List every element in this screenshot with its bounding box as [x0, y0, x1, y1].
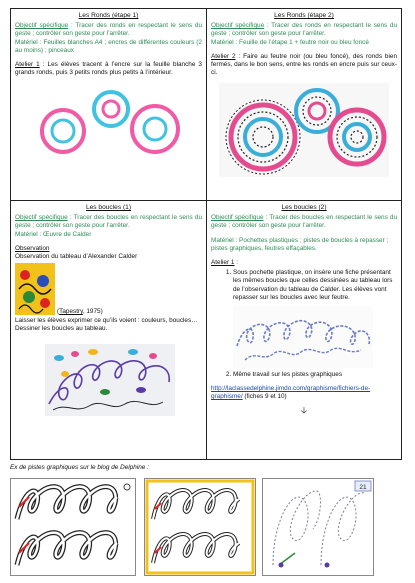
discussion-text: Laisser les élèves exprimer ce qu’ils voient : couleurs, boucles…	[15, 317, 198, 325]
cell-ronds-etape-2	[207, 9, 401, 201]
objectif-text: : Tracer des ronds en respectant le sens du geste ; contrôler son geste pour l’arrêter.	[211, 22, 398, 38]
atelier-label: Atelier 1	[211, 259, 235, 267]
objectif-label: Objectif spécifique	[15, 22, 69, 30]
cell-title: Les boucles (1)	[85, 204, 132, 211]
cell-title: Les Ronds (étape 1)	[78, 12, 139, 19]
objectif-text: : Tracer des ronds en respectant le sens du geste ; contrôler son geste pour l’arrêter.	[15, 22, 203, 38]
observation-heading: Observation	[15, 244, 50, 252]
calder-row	[15, 263, 202, 317]
step-2-text: Même travail sur les pistes graphiques	[233, 371, 343, 379]
link-suffix: (fiches 9 et 10)	[242, 393, 287, 401]
atelier	[211, 53, 397, 78]
observation-text: Observation du tableau d’Alexander Calder	[15, 253, 138, 261]
atelier-label: Atelier 1	[15, 61, 40, 69]
atelier-label: Atelier 2	[211, 52, 236, 60]
loops-track-image	[233, 306, 373, 368]
atelier-text: : Les élèves tracent à l’encre sur la feuille blanche 3 grands ronds, puis 3 petits ronds plus petits à l’intérieur.	[15, 61, 202, 77]
materiel: Matériel : Œuvre de Calder	[15, 230, 92, 238]
materiel: Matériel : Pochettes plastiques ; pistes de boucles à repasser ; pistes graphiques, feutres effaçables.	[211, 236, 389, 252]
cell-boucles-1	[11, 201, 207, 459]
objectif	[15, 22, 202, 38]
decorated-circles-image	[211, 81, 397, 179]
ink-circles-image	[15, 81, 201, 181]
down-arrow-icon: 🡣	[300, 404, 308, 415]
objectif-text: : Tracer des boucles en respectant le sens du geste ; contrôler son geste pour l’arrêter.	[15, 214, 202, 230]
step-1	[233, 269, 397, 368]
board-text: Dessiner les boucles au tableau.	[15, 325, 108, 333]
tapestry-label: Tapestry	[59, 308, 83, 316]
cell-boucles-2	[207, 201, 401, 459]
step-2	[233, 371, 397, 379]
track-example-1-image	[10, 478, 136, 576]
atelier	[15, 61, 202, 77]
cell-title: Les Ronds (étape 2)	[274, 12, 334, 19]
loops-drawing-image	[45, 344, 175, 416]
blog-link[interactable]: http://laclassedelphine.jimdo.com/graphisme/fichiers-de-graphisme/	[211, 385, 371, 401]
objectif	[15, 214, 202, 230]
lesson-grid	[10, 8, 402, 460]
tapestry-open: (	[57, 308, 60, 316]
track-example-2-image	[144, 478, 256, 576]
materiel: Matériel : Feuilles blanches A4 ; encres de différentes couleurs (2 au moins) ; pinceaux	[15, 38, 202, 54]
document-page	[10, 8, 402, 460]
cell-title: Les boucles (2)	[281, 204, 327, 211]
resource-link-line	[211, 385, 397, 401]
objectif-label: Objectif spécifique	[211, 214, 264, 222]
objectif	[211, 214, 397, 230]
cell-ronds-etape-1	[11, 9, 207, 201]
objectif-text: : Tracer des boucles en respectant le sens du geste ; contrôler son geste pour l’arrêter.	[211, 214, 398, 230]
atelier-text: : Faire au feutre noir (ou bleu foncé), des ronds bien fermés, dans le bon sens, entre les ronds en encre puis sur ceux-ci.	[211, 52, 397, 77]
tapestry-caption	[57, 308, 103, 316]
atelier-colon: :	[234, 259, 239, 267]
atelier	[211, 259, 397, 267]
tapestry-year: , 1975)	[82, 308, 103, 316]
page-number-badge: 21	[359, 484, 367, 491]
steps-list	[211, 269, 397, 379]
materiel: Matériel : Feuille de l’étape 1 + feutre noir ou bleu foncé	[211, 38, 369, 46]
objectif-label: Objectif spécifique	[15, 214, 68, 222]
step-1-text: Sous pochette plastique, on insère une fiche présentant les mêmes boucles que celles dessinées au tableau lors de l’observation du tableau de Calder. Les élèves vont repasser sur les boucles avec leur feutre.	[233, 269, 393, 301]
objectif-label: Objectif spécifique	[211, 22, 265, 30]
objectif	[211, 22, 397, 38]
examples-caption: Ex de pistes graphiques sur le blog de Delphine :	[10, 464, 149, 471]
track-example-3-image	[262, 478, 374, 576]
calder-tapestry-image	[15, 263, 55, 315]
